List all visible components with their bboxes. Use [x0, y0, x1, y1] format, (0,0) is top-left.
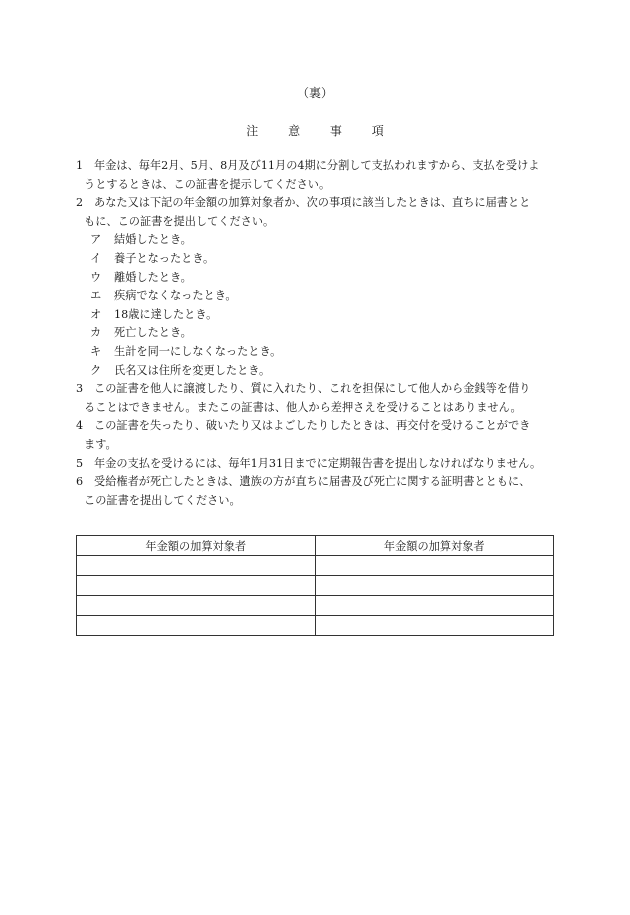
table-cell[interactable]: [77, 556, 316, 576]
sub-item: [90, 343, 556, 362]
note-number: 4: [76, 419, 84, 433]
note-item: [76, 194, 556, 231]
sub-text: 18歳に達したとき。: [114, 307, 218, 321]
side-label: （裏）: [296, 86, 333, 100]
sub-item: [90, 287, 556, 306]
sub-text: 結婚したとき。: [114, 233, 192, 247]
table-cell[interactable]: [315, 596, 554, 616]
sub-text: 疾病でなくなったとき。: [114, 289, 237, 303]
sub-text: 養子となったとき。: [114, 251, 215, 265]
note-line: 年金の支払を受けるには、毎年1月31日までに定期報告書を提出しなければなりません。: [94, 456, 542, 470]
sub-text: 死亡したとき。: [114, 326, 192, 340]
sub-mark: ア: [90, 233, 102, 247]
table-row: [77, 576, 554, 596]
addition-target-table: [76, 535, 554, 636]
note-line: ます。: [84, 437, 117, 451]
table-row: [77, 596, 554, 616]
note-line: あなた又は下記の年金額の加算対象者か、次の事項に該当したときは、直ちに届書とと: [94, 196, 531, 210]
table-row: [77, 616, 554, 636]
table-cell[interactable]: [315, 556, 554, 576]
title-char: 注: [246, 124, 259, 138]
table-header: 年金額の加算対象者: [77, 536, 316, 556]
sub-item: [90, 306, 556, 325]
note-line: 年金は、毎年2月、5月、8月及び11月の4期に分割して支払われますから、支払を受けよ: [94, 159, 540, 172]
note-item: [76, 455, 556, 474]
sub-mark: キ: [90, 344, 102, 358]
note-line: うとするときは、この証書を提示してください。: [84, 177, 331, 191]
note-number: 2: [76, 196, 84, 210]
sub-item: [90, 362, 556, 381]
sub-mark: イ: [90, 251, 102, 265]
notes-list: [76, 157, 556, 510]
note-line: この証書を他人に譲渡したり、質に入れたり、これを担保にして他人から金銭等を借り: [94, 382, 531, 396]
note-line: この証書を失ったり、破いたり又はよごしたりしたときは、再交付を受けることができ: [94, 419, 531, 433]
note-number: 5: [76, 456, 84, 470]
note-item: [76, 473, 556, 510]
note-line: もに、この証書を提出してください。: [84, 214, 275, 228]
sub-text: 氏名又は住所を変更したとき。: [114, 363, 271, 377]
title-char: 意: [288, 124, 301, 138]
title-char: 事: [329, 124, 342, 138]
note-item: [76, 417, 556, 454]
table-row: [77, 556, 554, 576]
note-line: ることはできません。またこの証書は、他人から差押さえを受けることはありません。: [84, 400, 522, 414]
sub-list: [90, 231, 556, 380]
note-number: 1: [76, 159, 84, 172]
note-number: 6: [76, 475, 84, 489]
sub-mark: カ: [90, 326, 102, 340]
sub-item: [90, 231, 556, 250]
sub-text: 生計を同一にしなくなったとき。: [114, 344, 282, 358]
table-cell[interactable]: [315, 616, 554, 636]
sub-mark: ウ: [90, 270, 102, 284]
table-header: 年金額の加算対象者: [315, 536, 554, 556]
doc-title: [0, 122, 630, 139]
sub-item: [90, 269, 556, 288]
table-cell[interactable]: [77, 596, 316, 616]
sub-mark: ク: [90, 363, 102, 377]
sub-mark: エ: [90, 289, 102, 303]
note-number: 3: [76, 382, 84, 396]
sub-item: [90, 250, 556, 269]
table-cell[interactable]: [77, 616, 316, 636]
title-char: 項: [371, 124, 384, 138]
sub-mark: オ: [90, 307, 102, 321]
note-item: [76, 157, 556, 194]
table-cell[interactable]: [77, 576, 316, 596]
sub-text: 離婚したとき。: [114, 270, 192, 284]
table-cell[interactable]: [315, 576, 554, 596]
table-header-row: [77, 536, 554, 556]
note-item: [76, 380, 556, 417]
note-line: この証書を提出してください。: [84, 493, 241, 507]
note-line: 受給権者が死亡したときは、遺族の方が直ちに届書及び死亡に関する証明書とともに、: [94, 475, 531, 489]
sub-item: [90, 324, 556, 343]
